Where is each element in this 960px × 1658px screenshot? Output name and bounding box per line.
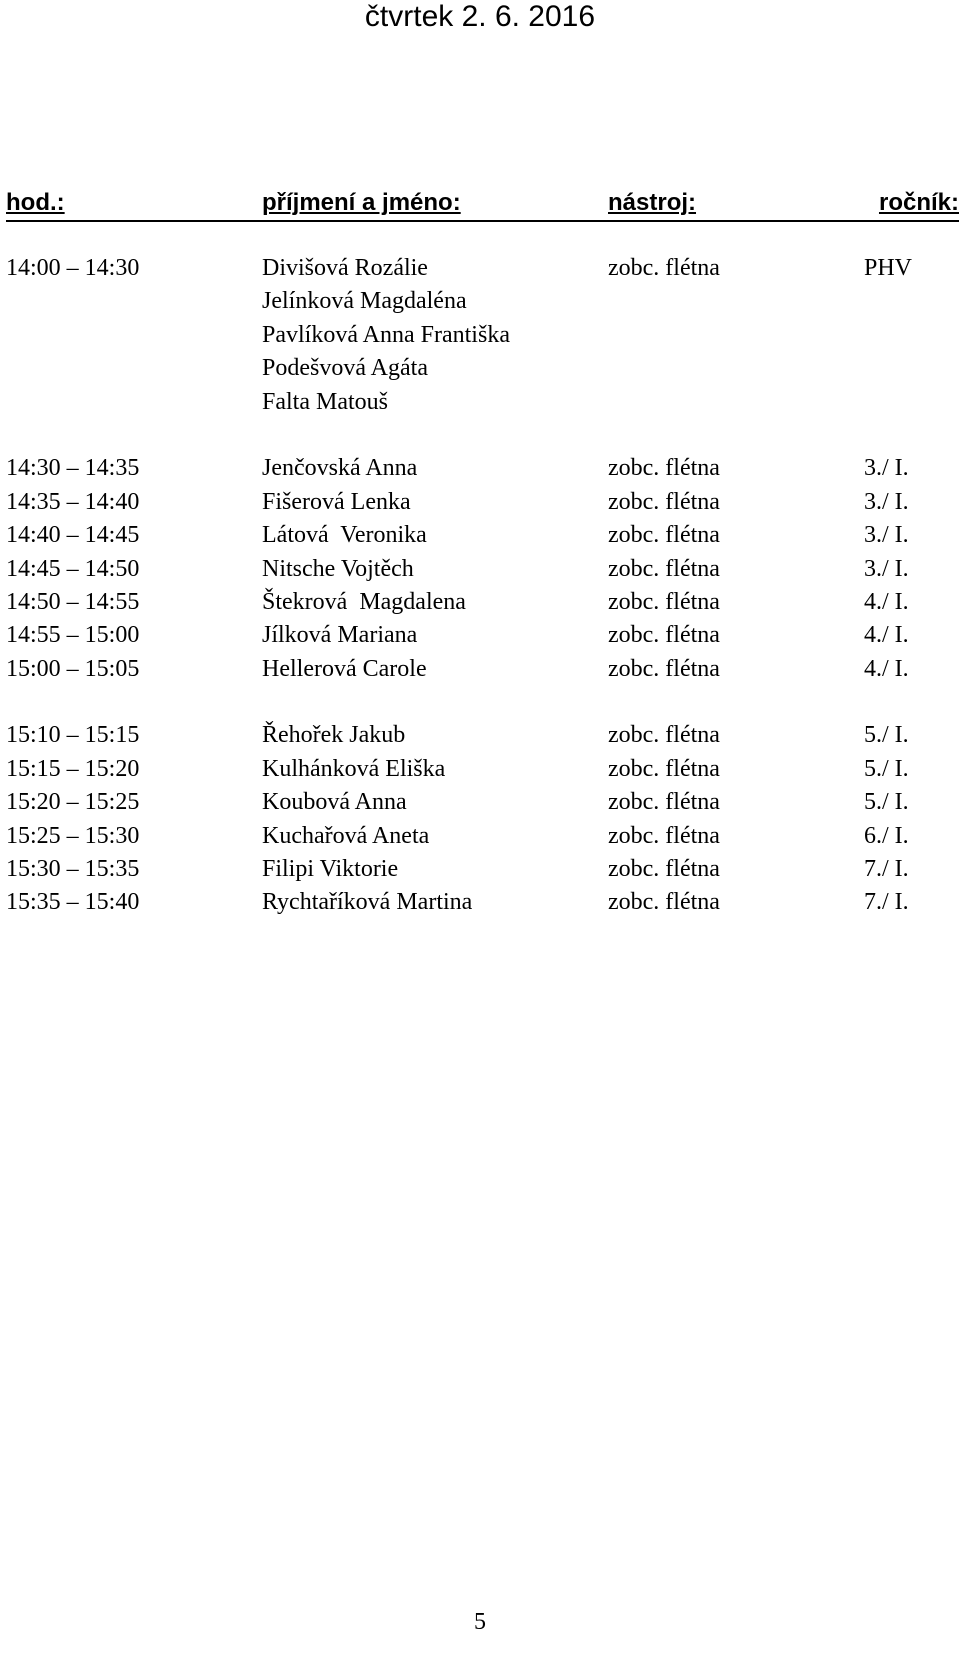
- time-cell: 15:30 – 15:35: [6, 856, 140, 883]
- year-cell: 4./ I.: [864, 655, 909, 682]
- instrument-cell: zobc. flétna: [608, 555, 720, 582]
- instrument-cell: zobc. flétna: [608, 588, 720, 615]
- time-cell: 14:50 – 14:55: [6, 588, 140, 615]
- header-year: ročník:: [878, 189, 959, 216]
- header-instrument: nástroj:: [608, 189, 697, 216]
- instrument-cell: zobc. flétna: [608, 755, 720, 782]
- year-cell: 3./ I.: [864, 488, 909, 515]
- year-cell: 3./ I.: [864, 555, 909, 582]
- instrument-cell: zobc. flétna: [608, 856, 720, 883]
- table-row: [6, 619, 959, 652]
- table-row: [6, 486, 959, 519]
- name-cell: Štekrová Magdalena: [262, 588, 466, 615]
- name-cell: Kuchařová Aneta: [262, 822, 430, 849]
- page-number: 5: [474, 1609, 486, 1635]
- table-row: [6, 653, 959, 686]
- name-cell: Řehořek Jakub: [262, 722, 406, 749]
- table-row: [6, 352, 959, 385]
- header-time: hod.:: [6, 189, 65, 216]
- time-cell: 15:15 – 15:20: [6, 755, 140, 782]
- instrument-cell: zobc. flétna: [608, 655, 720, 682]
- year-cell: 7./ I.: [864, 856, 909, 883]
- time-cell: 14:45 – 14:50: [6, 555, 140, 582]
- name-cell: Hellerová Carole: [262, 655, 427, 682]
- name-cell: Pavlíková Anna Františka: [262, 321, 510, 348]
- time-cell: 14:40 – 14:45: [6, 522, 140, 549]
- name-cell: Fišerová Lenka: [262, 488, 411, 515]
- header-name: příjmení a jméno:: [262, 189, 461, 216]
- table-row: [6, 719, 959, 752]
- schedule-table: [6, 252, 959, 920]
- table-row: [6, 519, 959, 552]
- time-cell: 14:55 – 15:00: [6, 622, 140, 649]
- name-cell: Podešvová Agáta: [262, 355, 428, 382]
- time-cell: 15:10 – 15:15: [6, 722, 140, 749]
- instrument-cell: zobc. flétna: [608, 522, 720, 549]
- time-cell: 15:25 – 15:30: [6, 822, 140, 849]
- year-cell: 3./ I.: [864, 455, 909, 482]
- instrument-cell: zobc. flétna: [608, 622, 720, 649]
- time-cell: 14:35 – 14:40: [6, 488, 140, 515]
- year-cell: PHV: [864, 255, 913, 281]
- time-cell: 14:30 – 14:35: [6, 455, 140, 482]
- instrument-cell: zobc. flétna: [608, 722, 720, 749]
- time-cell: 15:20 – 15:25: [6, 789, 140, 816]
- table-row: [6, 285, 959, 318]
- year-cell: 5./ I.: [864, 722, 909, 749]
- name-cell: Látová Veronika: [262, 522, 427, 549]
- year-cell: 4./ I.: [864, 622, 909, 649]
- time-cell: 15:00 – 15:05: [6, 655, 140, 682]
- table-row: [6, 386, 959, 419]
- instrument-cell: zobc. flétna: [608, 789, 720, 816]
- year-cell: 7./ I.: [864, 889, 909, 916]
- table-row: [6, 252, 959, 285]
- year-cell: 6./ I.: [864, 822, 909, 849]
- table-row: [6, 786, 959, 819]
- year-cell: 3./ I.: [864, 522, 909, 549]
- instrument-cell: zobc. flétna: [608, 488, 720, 515]
- table-row: [6, 820, 959, 853]
- table-row: [6, 452, 959, 485]
- table-row: [6, 886, 959, 919]
- name-cell: Nitsche Vojtěch: [262, 555, 414, 582]
- time-cell: 15:35 – 15:40: [6, 889, 140, 916]
- name-cell: Kulhánková Eliška: [262, 755, 446, 782]
- year-cell: 5./ I.: [864, 789, 909, 816]
- table-row: [6, 853, 959, 886]
- name-cell: Falta Matouš: [262, 388, 388, 415]
- table-row: [6, 553, 959, 586]
- instrument-cell: zobc. flétna: [608, 255, 720, 281]
- table-header: [6, 190, 959, 222]
- time-cell: 14:00 – 14:30: [6, 255, 140, 281]
- name-cell: Koubová Anna: [262, 789, 407, 816]
- instrument-cell: zobc. flétna: [608, 455, 720, 482]
- table-row: [6, 319, 959, 352]
- year-cell: 5./ I.: [864, 755, 909, 782]
- name-cell: Jenčovská Anna: [262, 455, 418, 482]
- table-row: [6, 586, 959, 619]
- instrument-cell: zobc. flétna: [608, 822, 720, 849]
- name-cell: Filipi Viktorie: [262, 856, 399, 883]
- table-row: [6, 753, 959, 786]
- year-cell: 4./ I.: [864, 588, 909, 615]
- page-title: čtvrtek 2. 6. 2016: [364, 0, 596, 33]
- name-cell: Jelínková Magdaléna: [262, 288, 467, 315]
- name-cell: Jílková Mariana: [262, 622, 418, 649]
- instrument-cell: zobc. flétna: [608, 889, 720, 916]
- name-cell: Rychtaříková Martina: [262, 889, 473, 916]
- name-cell: Divišová Rozálie: [262, 255, 428, 281]
